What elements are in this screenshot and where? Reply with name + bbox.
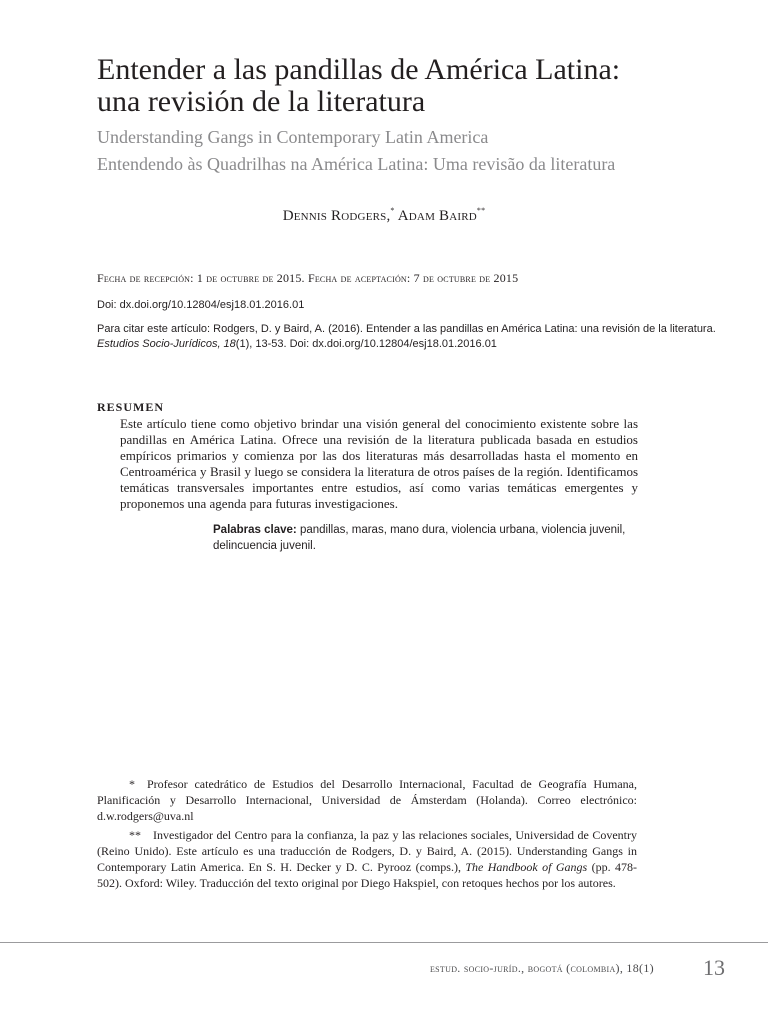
citation-journal: Estudios Socio-Jurídicos, 18 — [97, 338, 236, 350]
author-baird: Adam Baird — [397, 208, 477, 224]
footnote-2-rest: (pp. 478-502). Oxford: Wiley. Traducción del texto original por Diego Hakspiel, con retoques hechos por los autores. — [97, 860, 637, 890]
reception-dates: Fecha de recepción: 1 de octubre de 2015. Fecha de aceptación: 7 de octubre de 2015 — [97, 271, 519, 285]
keywords-label: Palabras clave: — [213, 524, 297, 536]
author-rodgers: Dennis Rodgers, — [282, 208, 391, 224]
article-title-line-2: una revisión de la literatura — [97, 85, 426, 118]
footer-divider — [0, 942, 768, 943]
footnote-1-text: Profesor catedrático de Estudios del Desarrollo Internacional, Facultad de Geografía Humana, Planificación y Desarrollo Internacional, Universidad de Ámsterdam (Holanda). Correo electrónico: d.w.rodgers@uva.nl — [97, 777, 637, 823]
footnote-2-mark: ** — [129, 828, 141, 842]
author-baird-footnote-mark: ** — [476, 206, 486, 215]
article-title-line-1: Entender a las pandillas de América Latina: — [97, 53, 621, 86]
author-line — [0, 206, 768, 225]
article-title — [97, 54, 717, 118]
author-rodgers-footnote-mark: * — [390, 206, 395, 215]
english-title: Understanding Gangs in Contemporary Latin America — [97, 127, 489, 147]
abstract-body: Este artículo tiene como objetivo brindar una visión general del conocimiento existente sobre las pandillas en América Latina. Ofrece una revisión de la literatura publicada basada en estudios empíricos primarios y comienza por las dos literaturas más desarrolladas hasta el momento en Centroamérica y Brasil y luego se considera la literatura de otros países de la región. Identificamos temáticas transversales importantes entre estudios, así como varias temáticas emergentes y proponemos una agenda para futuras investigaciones. — [120, 416, 638, 511]
citation-rest: (1), 13-53. Doi: dx.doi.org/10.12804/esj18.01.2016.01 — [235, 338, 497, 350]
running-footer: estud. socio-juríd., bogotá (colombia), 18(1) — [430, 961, 654, 975]
footnote-1-mark: * — [129, 777, 135, 791]
citation-note — [97, 322, 717, 352]
keywords-list: pandillas, maras, mano dura, violencia urbana, violencia juvenil, delincuencia juvenil. — [213, 524, 626, 552]
footnote-2-text: Investigador del Centro para la confianza, la paz y las relaciones sociales, Universidad de Coventry (Reino Unido). Este artículo es una traducción de Rodgers, D. y Baird, A. (2015). Understanding Gangs in Contemporary Latin America. En S. H. Decker y D. C. Pyrooz (comps.), — [97, 828, 637, 874]
keywords — [213, 522, 643, 554]
citation-text: Para citar este artículo: Rodgers, D. y Baird, A. (2016). Entender a las pandillas en América Latina: una revisión de la literatura. — [97, 323, 716, 335]
portuguese-title: Entendendo às Quadrilhas na América Latina: Uma revisão da literatura — [97, 154, 616, 174]
page-number: 13 — [703, 955, 725, 980]
abstract-heading: RESUMEN — [97, 400, 165, 414]
footnote-author-2 — [97, 827, 637, 891]
doi-line[interactable]: Doi: dx.doi.org/10.12804/esj18.01.2016.01 — [97, 299, 305, 311]
footnote-2-book-title: The Handbook of Gangs — [465, 860, 588, 874]
footnote-author-1 — [97, 776, 637, 824]
